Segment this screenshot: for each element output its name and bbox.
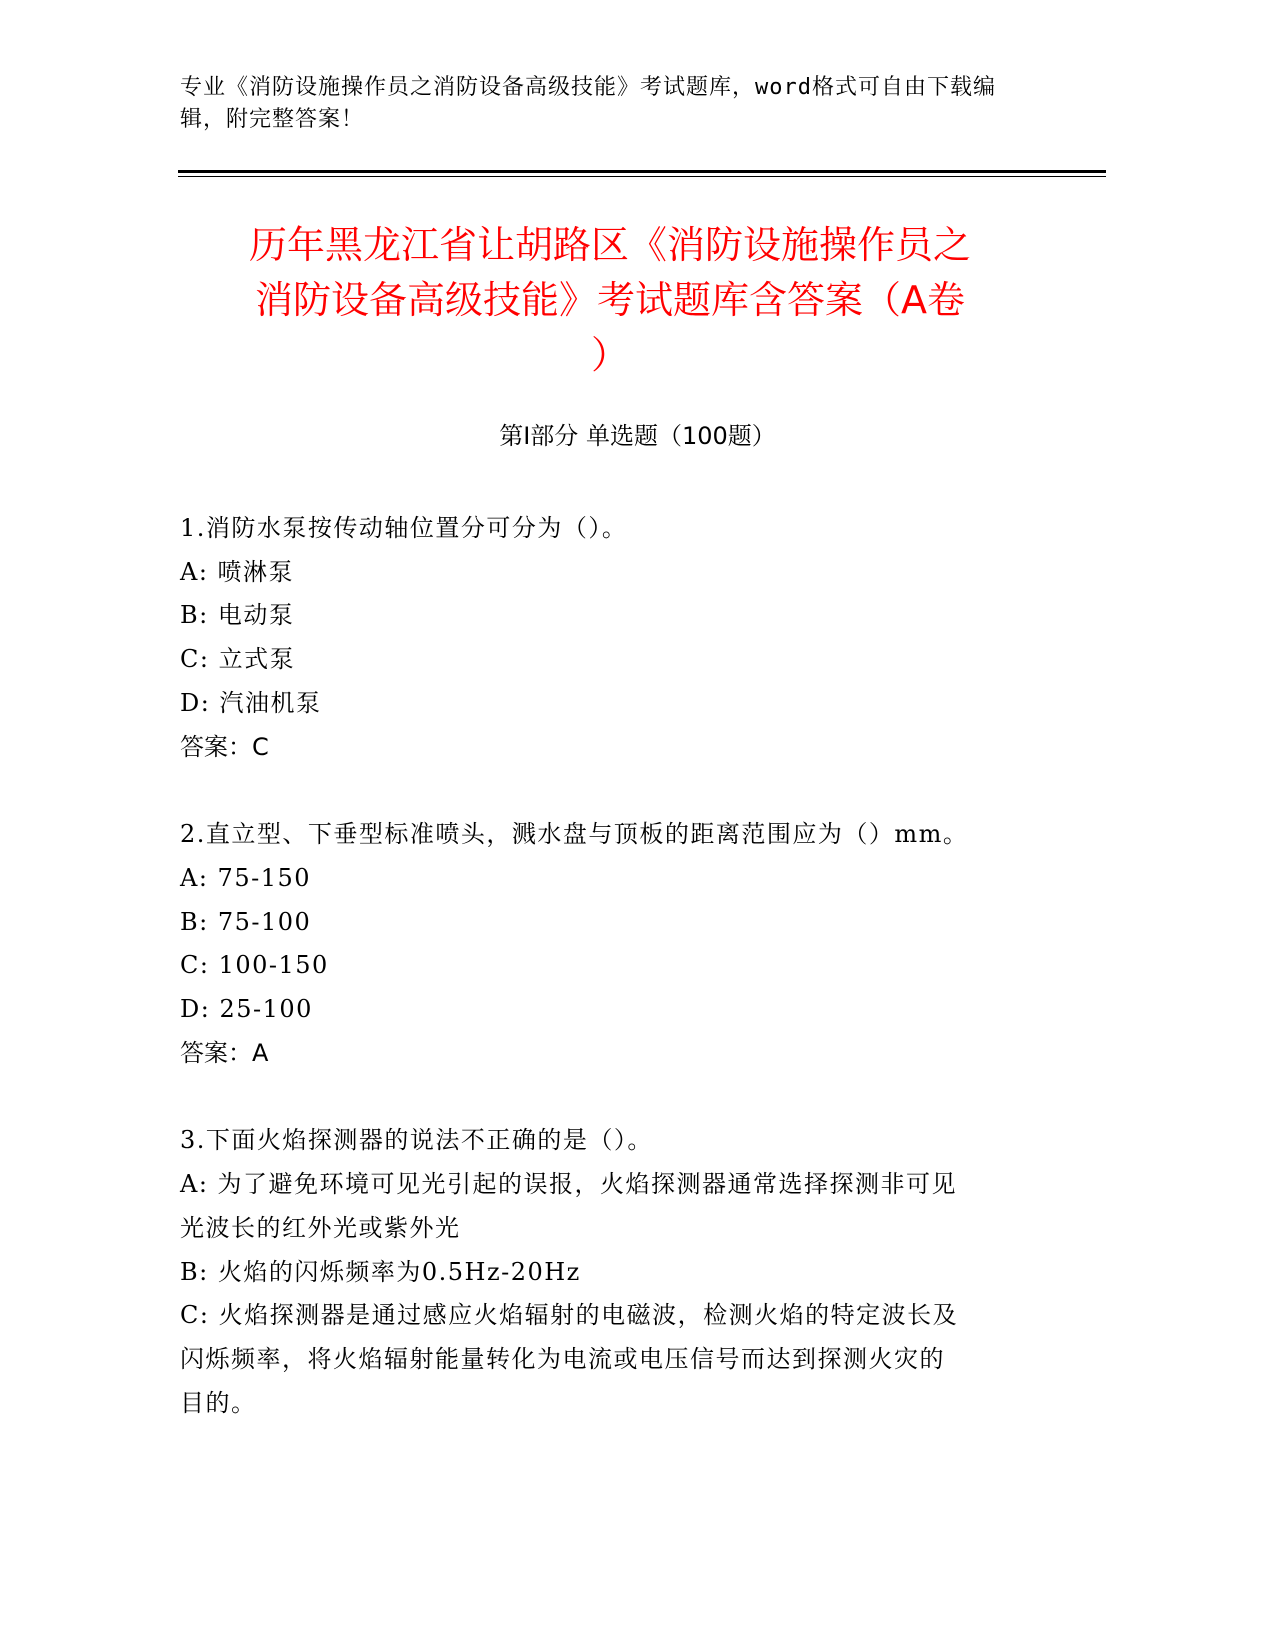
option-c: C: 火焰探测器是通过感应火焰辐射的电磁波，检测火焰的特定波长及 (180, 1301, 959, 1330)
option-a: A: 喷淋泵 (180, 557, 295, 586)
section-heading: 第Ⅰ部分 单选题（100题） (499, 422, 776, 450)
option-c: C: 100-150 (180, 951, 329, 980)
option-c: C: 立式泵 (180, 645, 296, 674)
header-line-1: 专业《消防设施操作员之消防设备高级技能》考试题库，word格式可自由下载编 (180, 75, 996, 100)
option-a: A: 为了避免环境可见光引起的误报，火焰探测器通常选择探测非可见 (180, 1170, 958, 1199)
question-3 (180, 1119, 1030, 1425)
header-line-2: 辑，附完整答案！ (180, 107, 365, 132)
document-header (180, 72, 1040, 136)
answer-text: 答案：C (180, 732, 269, 761)
option-c-continued: 闪烁频率，将火焰辐射能量转化为电流或电压信号而达到探测火灾的 (180, 1344, 945, 1373)
option-a-continued: 光波长的红外光或紫外光 (180, 1213, 461, 1242)
title-line-3: ） (590, 333, 629, 377)
question-stem: 1.消防水泵按传动轴位置分可分为（）。 (180, 514, 628, 542)
title-line-2: 消防设备高级技能》考试题库含答案（A卷 (255, 278, 965, 322)
question-stem: 3.下面火焰探测器的说法不正确的是（）。 (180, 1126, 653, 1155)
header-divider-thin (178, 176, 1106, 177)
option-b: B: 电动泵 (180, 601, 295, 630)
option-c-continued: 目的。 (180, 1388, 257, 1417)
option-d: D: 汽油机泵 (180, 688, 322, 717)
option-a: A: 75-150 (180, 863, 312, 892)
question-1 (180, 507, 1030, 769)
header-divider-thick (178, 170, 1106, 173)
question-stem: 2.直立型、下垂型标准喷头，溅水盘与顶板的距离范围应为（）mm。 (180, 820, 969, 849)
question-list (180, 507, 1030, 1469)
option-b: B: 火焰的闪烁频率为0.5Hz-20Hz (180, 1257, 581, 1286)
option-d: D: 25-100 (180, 995, 313, 1024)
answer-text: 答案：A (180, 1038, 269, 1067)
page-title (190, 218, 1030, 383)
question-2 (180, 813, 1030, 1075)
title-line-1: 历年黑龙江省让胡路区《消防设施操作员之 (248, 223, 971, 267)
option-b: B: 75-100 (180, 907, 312, 936)
